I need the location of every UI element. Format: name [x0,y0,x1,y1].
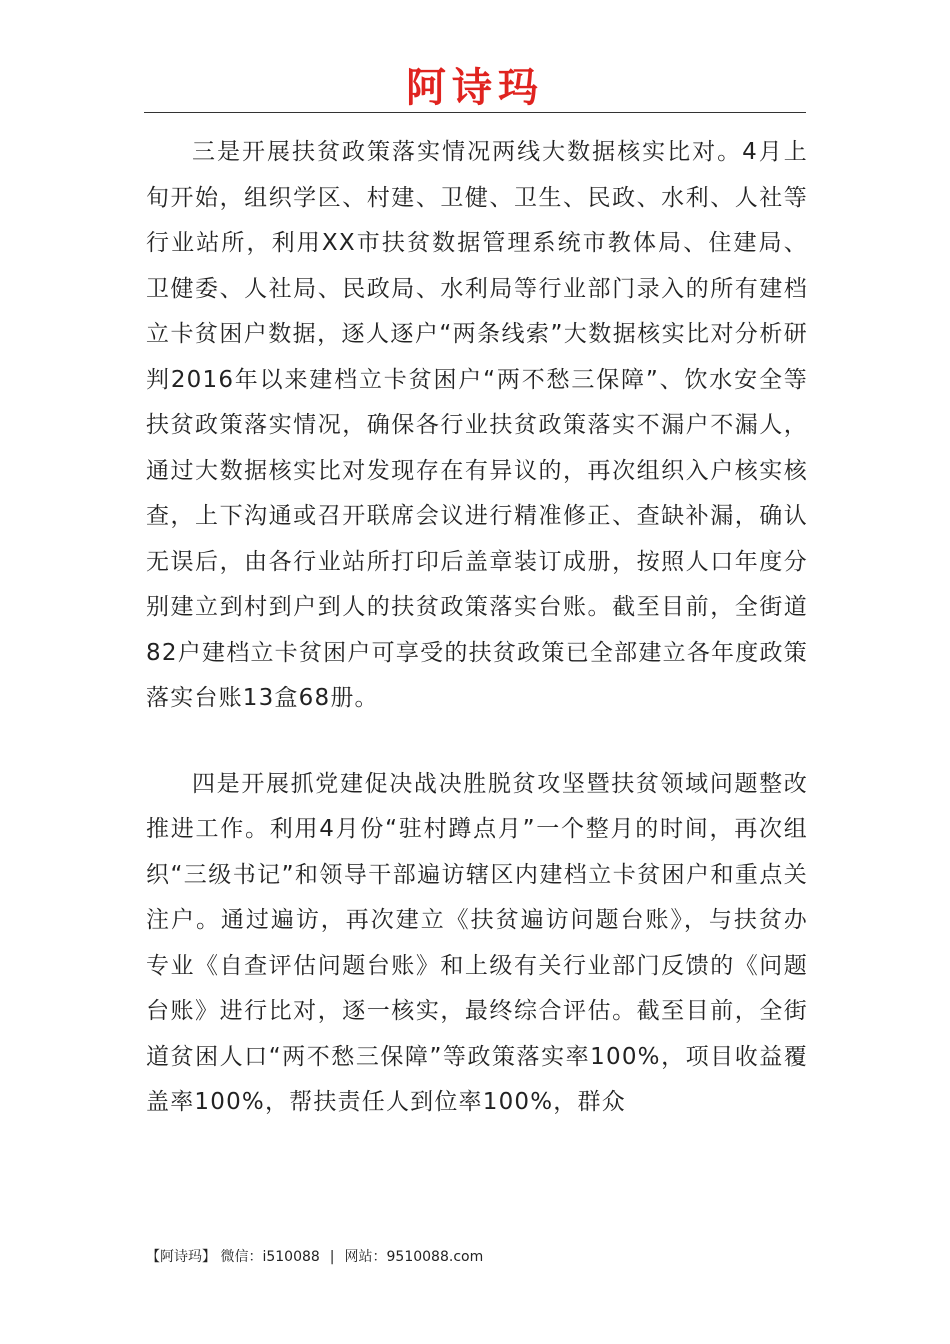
paragraph-4: 四是开展抓党建促决战决胜脱贫攻坚暨扶贫领域问题整改推进工作。利用4月份“驻村蹲点月”一个整月的时间，再次组织“三级书记”和领导干部遍访辖区内建档立卡贫困户和重点关注户。通过遍访，再次建立《扶贫遍访问题台账》，与扶贫办专业《自查评估问题台账》和上级有关行业部门反馈的《问题台账》进行比对，逐一核实，最终综合评估。截至目前，全街道贫困人口“两不愁三保障”等政策落实率100%，项目收益覆盖率100%，帮扶责任人到位率100%，群众 [146,770,808,1115]
footer-separator: | [329,1249,335,1265]
paragraph-3: 三是开展扶贫政策落实情况两线大数据核实比对。4月上旬开始，组织学区、村建、卫健、卫生、民政、水利、人社等行业站所，利用XX市扶贫数据管理系统市教体局、住建局、卫健委、人社局、民政局、水利局等行业部门录入的所有建档立卡贫困户数据，逐人逐户“两条线索”大数据核实比对分析研判2016年以来建档立卡贫困户“两不愁三保障”、饮水安全等扶贫政策落实情况，确保各行业扶贫政策落实不漏户不漏人，通过大数据核实比对发现存在有异议的，再次组织入户核实核查，上下沟通或召开联席会议进行精准修正、查缺补漏，确认无误后，由各行业站所打印后盖章装订成册，按照人口年度分别建立到村到户到人的扶贫政策落实台账。截至目前，全街道82户建档立卡贫困户可享受的扶贫政策已全部建立各年度政策落实台账13盒68册。 [146,139,808,711]
footer-website: 网站：9510088.com [344,1249,484,1265]
page-footer [146,1247,483,1267]
footer-brand: 【阿诗玛】 [146,1249,216,1265]
brand-logo: 阿诗玛 [406,64,544,111]
document-body [146,130,808,1126]
footer-wechat: 微信：i510088 [220,1249,320,1265]
header-divider [144,112,806,113]
